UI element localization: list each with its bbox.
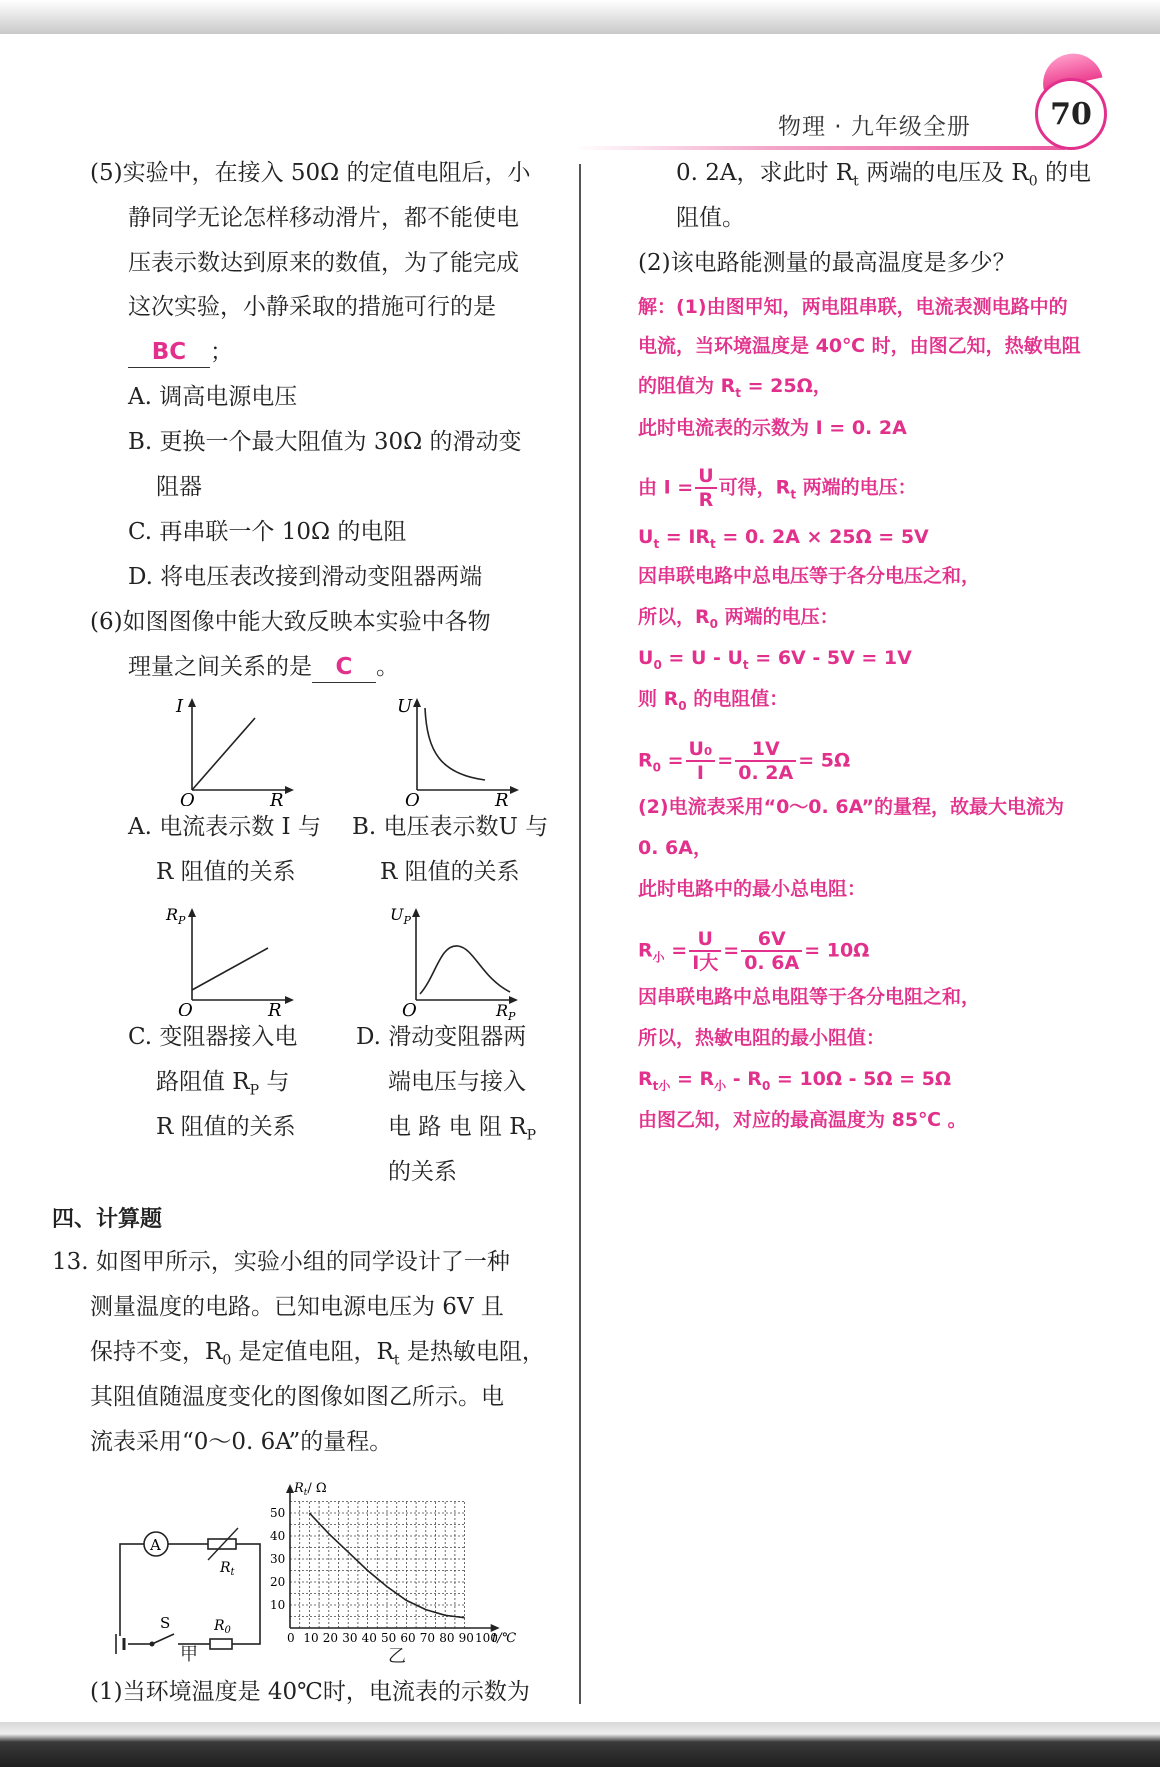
- q6-answer-end: 。: [376, 654, 399, 680]
- sol-line-16: 因串联电路中总电阻等于各分电阻之和，: [638, 986, 981, 1008]
- q6-line-2-text: 理量之间关系的是: [128, 654, 312, 680]
- graph-d-caption-1: D. 滑动变阻器两: [356, 1024, 527, 1050]
- sol-line-8: [638, 602, 839, 639]
- sol-l11-num2: 1V: [735, 738, 796, 762]
- sol-l18-sub1: t小: [652, 1078, 671, 1093]
- graph-b-x-label: R: [495, 790, 509, 806]
- graph-d-caption-4: 的关系: [388, 1159, 457, 1185]
- section-title-calc: 四、计算题: [52, 1207, 163, 1232]
- q6-answer-blank: C: [312, 652, 376, 683]
- sol-l15-fraction-1: [689, 928, 721, 974]
- graph-d-y-sub: P: [403, 914, 411, 927]
- sol-l5-c: 两端的电压：: [796, 476, 917, 499]
- q5-line-3: 压表示数达到原来的数值，为了能完成: [128, 250, 519, 276]
- sol-l18-sub2: 小: [714, 1078, 727, 1093]
- graph-c-y-main: R: [166, 906, 179, 924]
- graph-a-y-label: I: [176, 696, 184, 717]
- thermistor-label-sub: t: [230, 1567, 235, 1578]
- y-tick-label: 50: [270, 1506, 286, 1520]
- sol-l18-sub3: 0: [761, 1078, 771, 1093]
- graph-a-caption-2: R 阻值的关系: [156, 859, 296, 885]
- sol-l15-den1: I大: [692, 952, 719, 974]
- sol-l9-b: = U - U: [661, 647, 743, 669]
- graph-c-origin: O: [178, 1000, 193, 1016]
- sol-l8-a: 所以，R: [638, 606, 710, 628]
- top-shadow-band: [0, 0, 1160, 34]
- sol-l11-fraction-2: [735, 738, 796, 784]
- sol-l11-e: = 5Ω: [798, 749, 851, 772]
- sol-l11-fraction-1: [686, 738, 716, 784]
- thermistor-symbol: [208, 1539, 236, 1549]
- thermistor-chart: [262, 1470, 542, 1650]
- graph-c-caption-1: C. 变阻器接入电: [128, 1024, 298, 1050]
- q5-option-d: D. 将电压表改接到滑动变阻器两端: [128, 564, 483, 590]
- graph-c: [164, 906, 300, 1016]
- q13-cont-sub1: t: [853, 173, 859, 190]
- sol-l11-den1: I: [696, 762, 704, 784]
- y-tick-label: 20: [270, 1575, 286, 1589]
- sol-l10-a: 则 R: [638, 688, 679, 710]
- q13-line-3-sub1: 0: [222, 1352, 232, 1369]
- graph-c-caption-2-end: 与: [259, 1069, 290, 1095]
- q5-line-2: 静同学无论怎样移动滑片，都不能使电: [128, 205, 519, 231]
- sol-l5-b: 可得，R: [718, 476, 791, 499]
- q13-line-4: 其阻值随温度变化的图像如图乙所示。电: [90, 1384, 504, 1410]
- sol-l5-den: R: [698, 489, 714, 511]
- sol-l6-c: = 0. 2A × 25Ω = 5V: [715, 526, 929, 548]
- x-tick-label: 20: [322, 1631, 339, 1645]
- graph-d-caption-3: [388, 1112, 536, 1151]
- q13-line-1: 13. 如图甲所示，实验小组的同学设计了一种: [52, 1249, 510, 1275]
- q5-option-c: C. 再串联一个 10Ω 的电阻: [128, 519, 407, 545]
- q13-line-3: [90, 1337, 545, 1376]
- graph-b-origin: O: [405, 790, 420, 806]
- y-tick-label: 30: [270, 1552, 286, 1566]
- graph-b-caption-2: R 阻值的关系: [380, 859, 520, 885]
- q13-sub1-line: (1)当环境温度是 40℃时，电流表的示数为: [90, 1679, 530, 1705]
- graph-d-origin: O: [402, 1000, 417, 1021]
- q6-line-2: [128, 652, 399, 683]
- sol-line-19: 由图乙知，对应的最高温度为 85℃ 。: [638, 1109, 967, 1131]
- graph-b-y-label: U: [397, 696, 413, 717]
- q13-line-3-c: 是热敏电阻，: [399, 1339, 545, 1365]
- r0-symbol: [210, 1639, 232, 1649]
- sol-l9-sub1: 0: [653, 657, 662, 672]
- x-tick-label: 70: [419, 1631, 436, 1645]
- graph-a: [170, 696, 300, 806]
- resistance-curve: [309, 1513, 464, 1618]
- x-tick-label: 40: [361, 1631, 377, 1645]
- sol-line-3: [638, 371, 832, 408]
- circuit-caption: 甲: [180, 1644, 198, 1665]
- graph-d-caption-sub: P: [526, 1127, 536, 1144]
- sol-l15-sub: 小: [652, 950, 665, 965]
- graph-c-caption-2: [156, 1067, 289, 1106]
- sol-l9-sub2: t: [742, 657, 749, 672]
- sol-l15-e: = 10Ω: [804, 939, 870, 962]
- q6-line-1: (6)如图图像中能大致反映本实验中各物: [90, 609, 491, 635]
- column-divider: [579, 164, 581, 1704]
- x-tick-label: 100: [475, 1631, 498, 1645]
- x-tick-label: 50: [381, 1631, 397, 1645]
- graph-c-caption-2-text: 路阻值 R: [156, 1069, 250, 1095]
- sol-l15-a: R: [638, 939, 653, 962]
- sol-l18-b: = R: [670, 1068, 715, 1090]
- thermistor-label-main: R: [220, 1560, 231, 1576]
- q5-answer-line: [128, 337, 233, 368]
- sol-l5-fraction: [695, 465, 716, 511]
- graph-d-x-sub: P: [508, 1010, 516, 1022]
- sol-l11-eq: =: [717, 749, 734, 772]
- graph-d-y-label: [390, 906, 411, 927]
- sol-l9-a: U: [638, 647, 654, 669]
- q13-cont-b: 两端的电压及 R: [858, 160, 1029, 186]
- sol-l10-b: 的电阻值：: [686, 688, 789, 710]
- sol-l11-sub: 0: [652, 760, 661, 775]
- x-tick-label: 80: [439, 1631, 455, 1645]
- sol-line-5: [638, 465, 917, 511]
- q5-option-a: A. 调高电源电压: [128, 384, 298, 410]
- sol-line-18: [638, 1064, 951, 1101]
- sol-l5-num: U: [695, 465, 716, 489]
- sol-l15-b: =: [664, 939, 688, 962]
- graph-b: [395, 696, 525, 806]
- header-rule: [575, 146, 1065, 150]
- sol-line-15: [638, 928, 869, 974]
- q13-line-3-a: 保持不变，R: [90, 1339, 223, 1365]
- sol-l6-sub1: t: [653, 536, 660, 551]
- sol-l6-a: U: [638, 526, 654, 548]
- sol-line-4: 此时电流表的示数为 I = 0. 2A: [638, 417, 907, 439]
- sol-l11-den2: 0. 2A: [738, 762, 794, 784]
- graph-c-caption-sub: P: [249, 1082, 260, 1099]
- q13-line-5: 流表采用“0～0. 6A”的量程。: [90, 1429, 393, 1455]
- r0-label-main: R: [214, 1618, 225, 1634]
- graph-c-y-sub: P: [178, 914, 186, 927]
- page-number-badge: 70: [1035, 78, 1107, 150]
- sol-l5-a: 由 I =: [638, 476, 694, 499]
- sol-l9-c: = 6V - 5V = 1V: [748, 647, 912, 669]
- header-title: 物理 · 九年级全册: [778, 114, 971, 140]
- sol-l3-sub: t: [735, 385, 741, 400]
- graph-a-caption-1: A. 电流表示数 I 与: [128, 814, 321, 840]
- q13-cont-line-1: [676, 158, 1091, 197]
- q5-option-b: B. 更换一个最大阻值为 30Ω 的滑动变: [128, 429, 522, 455]
- x-axis-label: t/℃: [492, 1631, 517, 1646]
- sol-l15-fraction-2: [741, 928, 802, 974]
- q13-cont-line-2: 阻值。: [676, 205, 745, 231]
- q13-cont-a: 0. 2A，求此时 R: [676, 160, 854, 186]
- sol-line-14: 此时电路中的最小总电阻：: [638, 878, 867, 900]
- thermistor-chart-caption: 乙: [388, 1646, 406, 1667]
- sol-l11-num1: U₀: [686, 738, 716, 762]
- sol-line-11: [638, 738, 850, 784]
- graph-c-y-label: [165, 906, 186, 927]
- x-tick-label: 0: [287, 1631, 295, 1645]
- x-tick-label: 60: [400, 1631, 416, 1645]
- q5-answer-end: ；: [210, 339, 233, 365]
- graph-d-y-main: U: [390, 906, 404, 924]
- q13-sub2-line: (2)该电路能测量的最高温度是多少？: [638, 250, 1016, 276]
- sol-l15-den2: 0. 6A: [744, 952, 800, 974]
- sol-l18-a: R: [638, 1068, 653, 1090]
- sol-l6-sub2: t: [710, 536, 716, 551]
- sol-l5-sub: t: [790, 487, 797, 502]
- q13-line-3-sub2: t: [393, 1352, 400, 1369]
- sol-l3-a: 的阻值为 R: [638, 375, 736, 397]
- graph-d-x-main: R: [496, 1001, 509, 1020]
- sol-line-6: [638, 522, 929, 559]
- sol-line-10: [638, 684, 788, 721]
- sol-l15-eq: =: [723, 939, 740, 962]
- sol-l8-b: 两端的电压：: [718, 606, 839, 628]
- x-tick-label: 30: [342, 1631, 358, 1645]
- graph-d: [388, 906, 530, 1022]
- bottom-shadow-band: [0, 1722, 1160, 1767]
- sol-line-2: 电流，当环境温度是 40℃ 时，由图乙知，热敏电阻: [638, 335, 1081, 357]
- graph-a-origin: O: [180, 790, 195, 806]
- thermistor-label: [219, 1560, 236, 1578]
- q5-line-1: (5)实验中，在接入 50Ω 的定值电阻后，小: [90, 160, 531, 186]
- q13-line-3-b: 是定值电阻，R: [231, 1339, 394, 1365]
- y-tick-label: 10: [270, 1598, 286, 1612]
- graph-c-caption-3: R 阻值的关系: [156, 1114, 296, 1140]
- graph-c-x-label: R: [268, 1000, 282, 1016]
- x-tick-label: 90: [458, 1631, 474, 1645]
- sol-l10-sub: 0: [678, 698, 687, 713]
- graph-d-x-label: [495, 1001, 516, 1022]
- sol-l11-a: R: [638, 749, 653, 772]
- sol-l15-num2: 6V: [741, 928, 802, 952]
- graph-b-caption-1: B. 电压表示数U 与: [352, 814, 549, 840]
- y-axis-arrow: [286, 1484, 294, 1493]
- q5-answer-blank: BC: [128, 337, 210, 368]
- graph-d-caption-2: 端电压与接入: [388, 1069, 526, 1095]
- y-tick-label: 40: [270, 1529, 286, 1543]
- sol-line-1: 解：(1)由图甲知，两电阻串联，电流表测电路中的: [638, 296, 1068, 318]
- sol-l18-d: = 10Ω - 5Ω = 5Ω: [770, 1068, 952, 1090]
- graph-d-caption-3-text: 电 路 电 阻 R: [388, 1114, 527, 1140]
- sol-l11-b: =: [661, 749, 684, 772]
- sol-line-7: 因串联电路中总电压等于各分电压之和，: [638, 565, 981, 587]
- ammeter-label: A: [150, 1536, 161, 1554]
- sol-line-17: 所以，热敏电阻的最小阻值：: [638, 1027, 886, 1049]
- sol-l15-num1: U: [689, 928, 721, 952]
- sol-l3-b: = 25Ω，: [741, 375, 832, 397]
- sol-l8-sub: 0: [709, 616, 718, 631]
- q13-cont-c: 的电: [1037, 160, 1091, 186]
- sol-line-13: 0. 6A，: [638, 837, 712, 859]
- r0-label-sub: 0: [224, 1625, 231, 1636]
- x-tick-label: 10: [303, 1631, 319, 1645]
- y-axis-label: $R_t/$ Ω: [294, 1481, 327, 1498]
- r0-label: [213, 1618, 232, 1636]
- q13-cont-sub2: 0: [1028, 173, 1038, 190]
- q13-line-2: 测量温度的电路。已知电源电压为 6V 且: [90, 1294, 504, 1320]
- sol-line-12: (2)电流表采用“0～0. 6A”的量程，故最大电流为: [638, 796, 1065, 818]
- sol-l6-b: = IR: [659, 526, 711, 548]
- sol-line-9: [638, 643, 912, 680]
- q5-option-b-cont: 阻器: [156, 474, 202, 500]
- sol-l18-c: - R: [726, 1068, 762, 1090]
- q5-line-4: 这次实验，小静采取的措施可行的是: [128, 294, 496, 320]
- graph-a-x-label: R: [270, 790, 284, 806]
- switch-label: S: [160, 1614, 171, 1632]
